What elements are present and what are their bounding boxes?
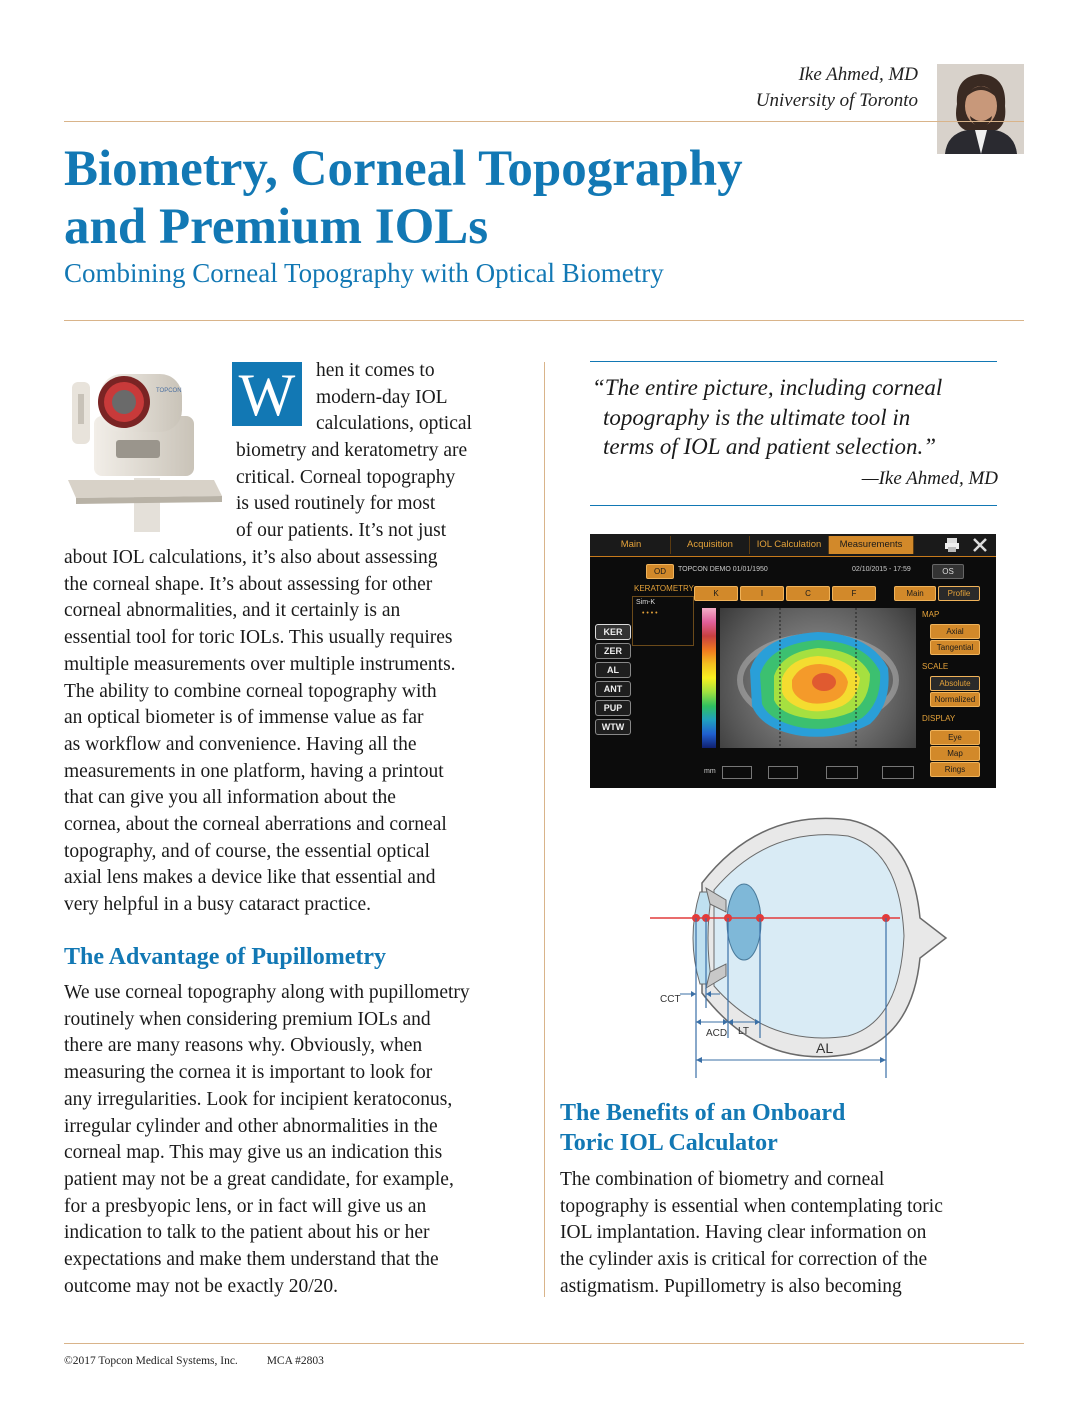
intro-line: modern-day IOL [316,386,448,408]
intro-line: an optical biometer is of immense value as far [64,707,424,729]
section-heading-toric [560,1098,845,1158]
device-image [64,360,224,532]
toric-line: the cylinder axis is critical for correction of the [560,1249,928,1271]
quote-rule-bottom [590,505,997,506]
main-view-button: Main [894,586,936,601]
pupillometry-line: We use corneal topography along with pupillometry [64,982,470,1003]
page-title [64,140,964,256]
intro-line: critical. Corneal topography [236,466,456,488]
axial-button: Axial [930,624,980,639]
column-divider [544,362,545,1297]
intro-paragraph-mid [236,438,467,545]
value-field [882,766,914,779]
intro-line: multiple measurements over multiple instruments. [64,653,456,675]
view-f-button: F [832,586,876,601]
eye-diagram [650,808,950,1083]
rings-button: Rings [930,762,980,777]
toric-heading-line: The Benefits of an Onboard [560,1100,846,1126]
pupillometry-line: there are many reasons why. Obviously, when [64,1035,423,1057]
pupillometry-line: patient may not be a great candidate, for example, [64,1168,454,1190]
quote-rule-top [590,361,997,362]
intro-line: about IOL calculations, it’s also about assessing [64,547,438,568]
color-scale [702,608,716,748]
view-c-button: C [786,586,830,601]
od-button: OD [646,564,674,579]
eye-cross-section-icon [650,808,950,1083]
drop-cap: W [232,362,302,426]
corneal-map [720,608,916,748]
quote-line: “The entire picture, including corneal [592,375,943,400]
intro-line: is used routinely for most [236,493,436,515]
footer-rule [64,1343,1024,1344]
intro-line: corneal abnormalities, and it certainly is an [64,600,401,622]
toric-line: topography is essential when contemplating toric [560,1195,943,1217]
pupillometry-line: expectations and make them understand that the [64,1249,439,1271]
author-block [756,62,918,114]
intro-line: hen it comes to [316,360,435,381]
pupillometry-line: routinely when considering premium IOLs and [64,1008,431,1030]
intro-line: biometry and keratometry are [236,440,468,461]
side-button-pup: PUP [595,700,631,716]
intro-paragraph-bottom [64,545,456,919]
profile-view-button: Profile [938,586,980,601]
intro-paragraph-top [316,358,472,438]
author-name: Ike Ahmed, MD [798,64,918,85]
pupillometry-line: measuring the cornea it is important to look for [64,1062,433,1084]
normalized-button: Normalized [930,692,980,707]
tab-iol-calculation: IOL Calculation [750,536,829,554]
value-field [826,766,858,779]
cct-label: CCT [660,994,681,1005]
footer-copyright: ©2017 Topcon Medical Systems, Inc. [64,1355,238,1367]
intro-line: cornea, about the corneal aberrations and corneal [64,814,447,836]
subtitle-rule [64,320,1024,321]
pupillometry-line: for a presbyopic lens, or in fact will give us an [64,1195,427,1217]
side-button-al: AL [595,662,631,678]
keratometry-label: KERATOMETRY [634,584,695,593]
side-button-ker: KER [595,624,631,640]
acd-label: ACD [706,1028,728,1039]
toric-line: The combination of biometry and corneal [560,1169,885,1190]
absolute-button: Absolute [930,676,980,691]
lt-label: LT [738,1026,749,1037]
screenshot-tabbar [590,534,996,557]
map-label: MAP [922,610,940,619]
eye-button: Eye [930,730,980,745]
intro-line: very helpful in a busy cataract practice. [64,894,371,916]
pupillometry-line: corneal map. This may give us an indication this [64,1142,443,1164]
title-line-1: Biometry, Corneal Topography [64,141,743,197]
mm-label: mm [704,768,716,775]
header-rule [64,121,1024,122]
intro-line: as workflow and convenience. Having all the [64,733,417,755]
map-button: Map [930,746,980,761]
pull-quote [592,373,998,493]
simk-value: • • • • [642,610,658,617]
tools-icon [972,537,988,553]
intro-line: that can give you all information about the [64,787,396,809]
simk-label: Sim-K [636,599,656,606]
al-label: AL [816,1040,834,1056]
pupillometry-line: outcome may not be exactly 20/20. [64,1275,339,1297]
side-button-zer: ZER [595,643,631,659]
footer [64,1355,350,1367]
quote-line: topography is the ultimate tool in [603,404,911,430]
quote-line: terms of IOL and patient selection.” [603,434,937,459]
topography-map-icon [720,608,916,748]
intro-line: The ability to combine corneal topography with [64,680,437,702]
page-subtitle: Combining Corneal Topography with Optical Biometry [64,258,664,288]
quote-attribution: —Ike Ahmed, MD [861,467,998,489]
svg-text:TOPCON: TOPCON [156,388,182,394]
value-field [722,766,752,779]
pupillometry-paragraph [64,980,470,1300]
intro-line: of our patients. It’s not just [236,520,447,542]
value-field [768,766,798,779]
intro-line: calculations, optical [316,413,472,435]
biometer-device-icon [64,360,224,532]
author-affiliation: University of Toronto [755,90,918,111]
title-line-2: and Premium IOLs [64,199,489,255]
intro-line: the corneal shape. It’s about assessing for other [64,573,433,595]
intro-line: topography, and of course, the essential optical [64,840,430,862]
os-button: OS [932,564,964,579]
display-label: DISPLAY [922,714,956,723]
intro-line: measurements in one platform, having a printout [64,760,444,782]
toric-line: IOL implantation. Having clear information on [560,1222,927,1244]
pupillometry-line: any irregularities. Look for incipient keratoconus, [64,1088,453,1110]
section-heading-pupillometry: The Advantage of Pupillometry [64,944,386,970]
scale-label: SCALE [922,662,949,671]
footer-code: MCA #2803 [266,1355,324,1367]
exam-datetime: 02/10/2015 - 17:59 [852,566,911,573]
toric-line: astigmatism. Pupillometry is also becoming [560,1275,902,1297]
pupillometry-line: irregular cylinder and other abnormalities in the [64,1115,438,1137]
tangential-button: Tangential [930,640,980,655]
toric-heading-line: Toric IOL Calculator [560,1130,778,1156]
toric-paragraph [560,1167,943,1301]
tab-main: Main [592,536,671,554]
side-button-ant: ANT [595,681,631,697]
patient-name: TOPCON DEMO 01/01/1950 [678,566,768,573]
topography-screenshot [590,534,996,788]
view-i-button: I [740,586,784,601]
printer-icon [944,537,960,553]
side-button-wtw: WTW [595,719,631,735]
tab-measurements: Measurements [829,536,914,554]
pupillometry-line: indication to talk to the patient about his or her [64,1222,430,1244]
intro-line: axial lens makes a device like that essential and [64,867,436,889]
view-k-button: K [694,586,738,601]
intro-line: essential tool for toric IOLs. This usually requires [64,627,453,649]
tab-acquisition: Acquisition [671,536,750,554]
